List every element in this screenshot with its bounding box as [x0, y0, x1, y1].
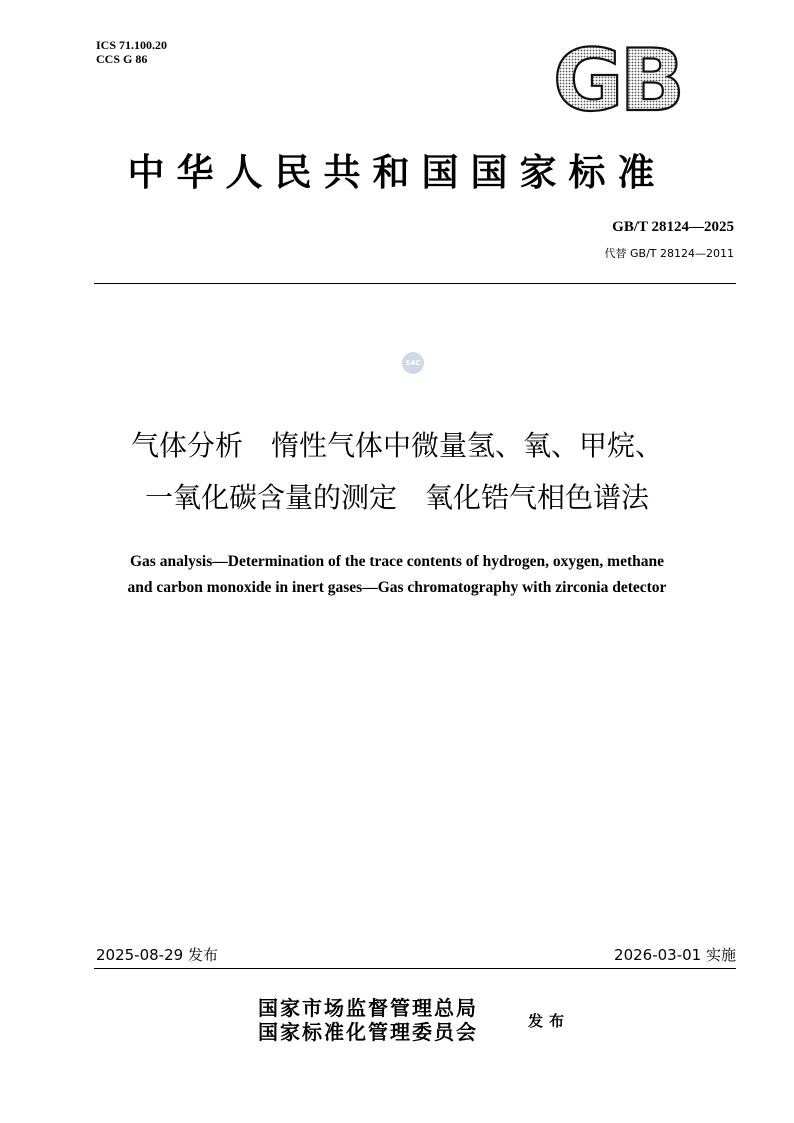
gb-logo-icon [538, 40, 696, 120]
standard-number: GB/T 28124—2025 [612, 219, 734, 235]
english-title-line-2: and carbon monoxide in inert gases—Gas chromatography with zirconia detector [127, 579, 667, 596]
footer-divider [94, 968, 736, 969]
ccs-code: CCS G 86 [96, 52, 148, 66]
implementation-date: 2026-03-01 实施 [614, 946, 736, 964]
issuer-sac: 国家标准化管理委员会 [258, 1020, 478, 1044]
issuer-samr: 国家市场监督管理总局 [258, 996, 478, 1020]
sac-watermark-icon: SAC [402, 352, 424, 374]
ics-code: ICS 71.100.20 [96, 38, 168, 52]
publish-label: 发布 [528, 1012, 571, 1030]
english-title-line-1: Gas analysis—Determination of the trace contents of hydrogen, oxygen, methane [130, 553, 664, 570]
classification-codes [96, 38, 167, 66]
issue-date: 2025-08-29 发布 [96, 946, 218, 964]
replaced-standard: 代替 GB/T 28124—2011 [604, 247, 734, 260]
chinese-title-line-2: 一氧化碳含量的测定 氧化锆气相色谱法 [144, 481, 649, 514]
standard-category-title: 中华人民共和国国家标准 [127, 150, 667, 194]
gb-logo-text: GB [552, 40, 682, 120]
chinese-title-line-1: 气体分析 惰性气体中微量氢、氧、甲烷、 [130, 429, 663, 462]
header-divider [94, 283, 736, 284]
